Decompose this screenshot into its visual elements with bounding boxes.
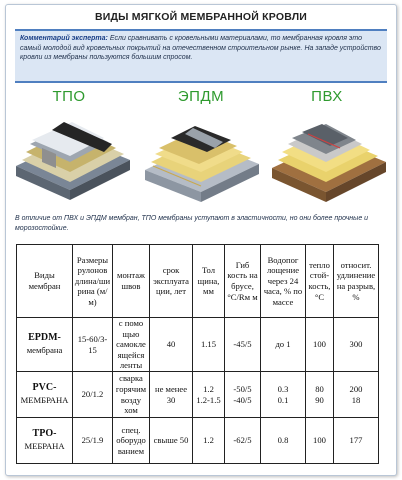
header-cell: Виды мембран — [17, 245, 73, 318]
header-cell: срок эксплуата ции, лет — [150, 245, 193, 318]
header-cell: Гиб кость на брусе, °С/Rм м — [225, 245, 261, 318]
header-cell: Водопог лощение через 24 часа, % по массе — [261, 245, 306, 318]
row-material-cell — [17, 318, 73, 372]
table-cell: -62/5 — [225, 418, 261, 464]
table-cell: 300 — [334, 318, 379, 372]
tpo-roof-illustration — [12, 108, 135, 206]
table-cell: спец. оборудо ванием — [113, 418, 150, 464]
type-heading-epdm: ЭПДМ — [177, 88, 225, 105]
table-cell: свыше 50 — [150, 418, 193, 464]
table-cell: не менее 30 — [150, 372, 193, 418]
comparison-note: В отличие от ПВХ и ЭПДМ мембран, ТПО мембраны уступают в эластичности, но они более прочные и морозостойкие. — [15, 215, 369, 232]
material-name: PVC- — [32, 382, 57, 393]
table-cell: 40 — [150, 318, 193, 372]
expert-comment-box — [15, 29, 387, 83]
membrane-spec-table — [16, 244, 379, 464]
table-cell: 20/1.2 — [73, 372, 113, 418]
table-row — [17, 372, 379, 418]
table-cell: -50/5 -40/5 — [225, 372, 261, 418]
header-cell: тепло стой- кость, °С — [306, 245, 334, 318]
expert-comment-text: Если сравнивать с кровельными материалами, то мембранная кровля это самый молодой вид кровельных покрытий на отечественном строительном рынке. На западе устройство кровли из мембраны пользуются большим спросом. — [20, 35, 381, 62]
header-cell: Размеры рулонов длина/ши рина (м/м) — [73, 245, 113, 318]
table-cell: 0.8 — [261, 418, 306, 464]
row-material-cell — [17, 372, 73, 418]
page-title: ВИДЫ МЯГКОЙ МЕМБРАННОЙ КРОВЛИ — [94, 11, 308, 23]
table-cell: до 1 — [261, 318, 306, 372]
table-row — [17, 418, 379, 464]
row-material-cell — [17, 418, 73, 464]
material-type: МЕБРАНА — [24, 441, 65, 451]
header-cell: относит. удлинение на разрыв, % — [334, 245, 379, 318]
table-cell: 177 — [334, 418, 379, 464]
material-name: EPDM- — [28, 332, 61, 343]
table-cell: 1.15 — [193, 318, 225, 372]
table-cell: 100 — [306, 318, 334, 372]
table-row — [17, 318, 379, 372]
table-cell: -45/5 — [225, 318, 261, 372]
material-name: TPO- — [32, 428, 57, 439]
table-cell: сварка горячим возду хом — [113, 372, 150, 418]
table-cell: 15-60/3-15 — [73, 318, 113, 372]
material-type: МЕМБРАНА — [20, 395, 69, 405]
epdm-roof-illustration — [141, 108, 264, 206]
table-cell: 80 90 — [306, 372, 334, 418]
table-cell: 25/1.9 — [73, 418, 113, 464]
expert-comment-label: Комментарий эксперта: — [20, 35, 108, 42]
header-cell: Тол щина, мм — [193, 245, 225, 318]
type-heading-pvc: ПВХ — [311, 88, 343, 105]
table-cell: 0.3 0.1 — [261, 372, 306, 418]
type-heading-tpo: ТПО — [52, 88, 86, 105]
expert-comment — [20, 34, 382, 63]
material-type: мембрана — [26, 345, 63, 355]
table-header-row — [17, 245, 379, 318]
table-cell: 100 — [306, 418, 334, 464]
table-cell: 1.2 — [193, 418, 225, 464]
pvc-roof-illustration — [268, 108, 391, 206]
table-cell: 200 18 — [334, 372, 379, 418]
table-cell: 1.2 1.2-1.5 — [193, 372, 225, 418]
table-cell: с помо щью самокле ящейся ленты — [113, 318, 150, 372]
header-cell: монтаж швов — [113, 245, 150, 318]
